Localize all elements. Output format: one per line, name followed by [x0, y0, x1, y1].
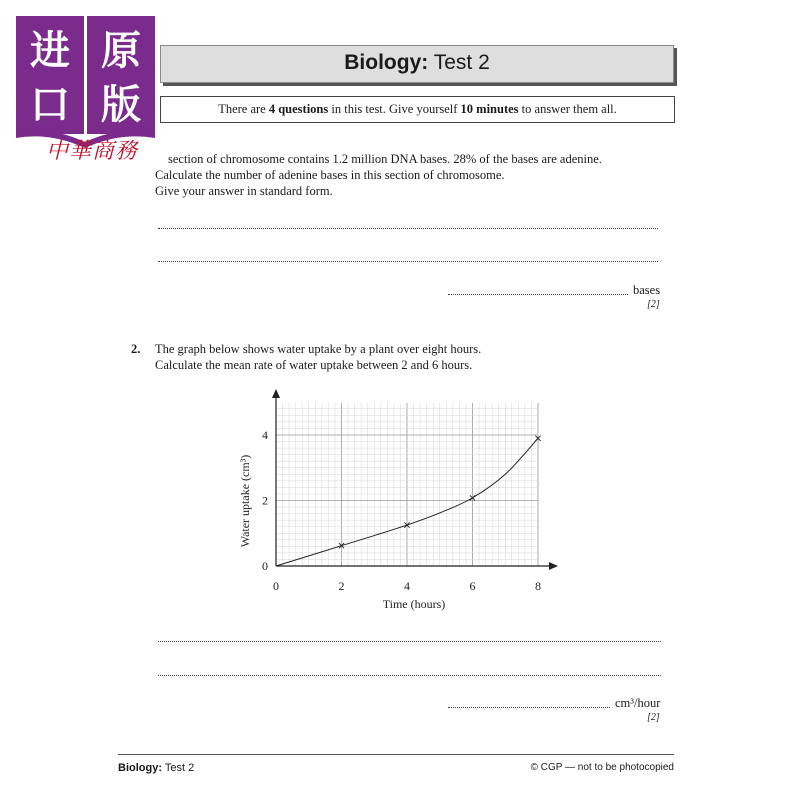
logo-caption: 中華商務: [46, 139, 139, 164]
q2-line-1: The graph below shows water uptake by a plant over eight hours.: [155, 342, 482, 356]
q1-line-3: Give your answer in standard form.: [155, 184, 333, 198]
q1-unit: bases: [633, 283, 661, 297]
q1-line-1: section of chromosome contains 1.2 million DNA bases. 28% of the bases are adenine.: [168, 152, 602, 166]
info-question-count: 4 questions: [268, 102, 329, 116]
title-subject: Biology:: [344, 51, 429, 74]
q2-working-line-2[interactable]: [158, 675, 661, 676]
q2-unit: cm³/hour: [615, 696, 661, 710]
logo-glyph-4: 版: [101, 82, 141, 128]
q1-answer-field[interactable]: [448, 294, 628, 295]
x-tick-label: 0: [273, 579, 279, 593]
q1-line-2: Calculate the number of adenine bases in this section of chromosome.: [155, 168, 505, 182]
x-tick-label: 8: [535, 579, 541, 593]
x-tick-label: 4: [404, 579, 410, 593]
logo-glyph-3: 口: [30, 82, 70, 128]
footer-test: Test 2: [164, 762, 195, 774]
y-axis-label: Water uptake (cm³): [238, 454, 252, 548]
x-tick-label: 2: [338, 579, 345, 593]
y-tick-label: 0: [262, 559, 268, 573]
info-minutes: 10 minutes: [460, 102, 519, 116]
footer-subject: Biology:: [118, 762, 162, 774]
q2-marks: [2]: [647, 712, 660, 723]
chart-axes: [272, 389, 558, 570]
logo-glyph-2: 原: [101, 28, 141, 74]
info-text-2: in this test. Give yourself: [331, 102, 458, 116]
chart-ticks: [262, 428, 541, 593]
q2-number: 2.: [131, 342, 141, 356]
info-text-3: to answer them all.: [521, 102, 617, 116]
x-axis-label: Time (hours): [382, 597, 446, 611]
q1-working-line-1[interactable]: [158, 228, 658, 229]
y-tick-label: 4: [262, 428, 268, 442]
info-text-1: There are: [218, 102, 266, 116]
q2-answer-field[interactable]: [448, 707, 610, 708]
instructions-box: [160, 96, 675, 123]
chart-grid: [276, 403, 538, 566]
logo-glyph-1: 进: [30, 28, 70, 74]
q2-working-line-1[interactable]: [158, 641, 661, 642]
q1-marks: [2]: [647, 299, 660, 310]
page-title: [161, 51, 673, 75]
q2-line-2: Calculate the mean rate of water uptake between 2 and 6 hours.: [155, 358, 473, 372]
x-tick-label: 6: [469, 579, 476, 593]
title-test: Test 2: [433, 51, 490, 74]
q1-working-line-2[interactable]: [158, 261, 658, 262]
footer-divider: [118, 754, 674, 755]
y-tick-label: 2: [262, 493, 268, 508]
y-axis-arrow: [272, 389, 280, 398]
footer-copyright: © CGP — not to be photocopied: [530, 762, 674, 773]
x-axis-arrow: [549, 562, 558, 570]
footer-title: [118, 762, 194, 774]
test-title-banner: [160, 45, 674, 83]
water-uptake-chart: [225, 385, 565, 620]
